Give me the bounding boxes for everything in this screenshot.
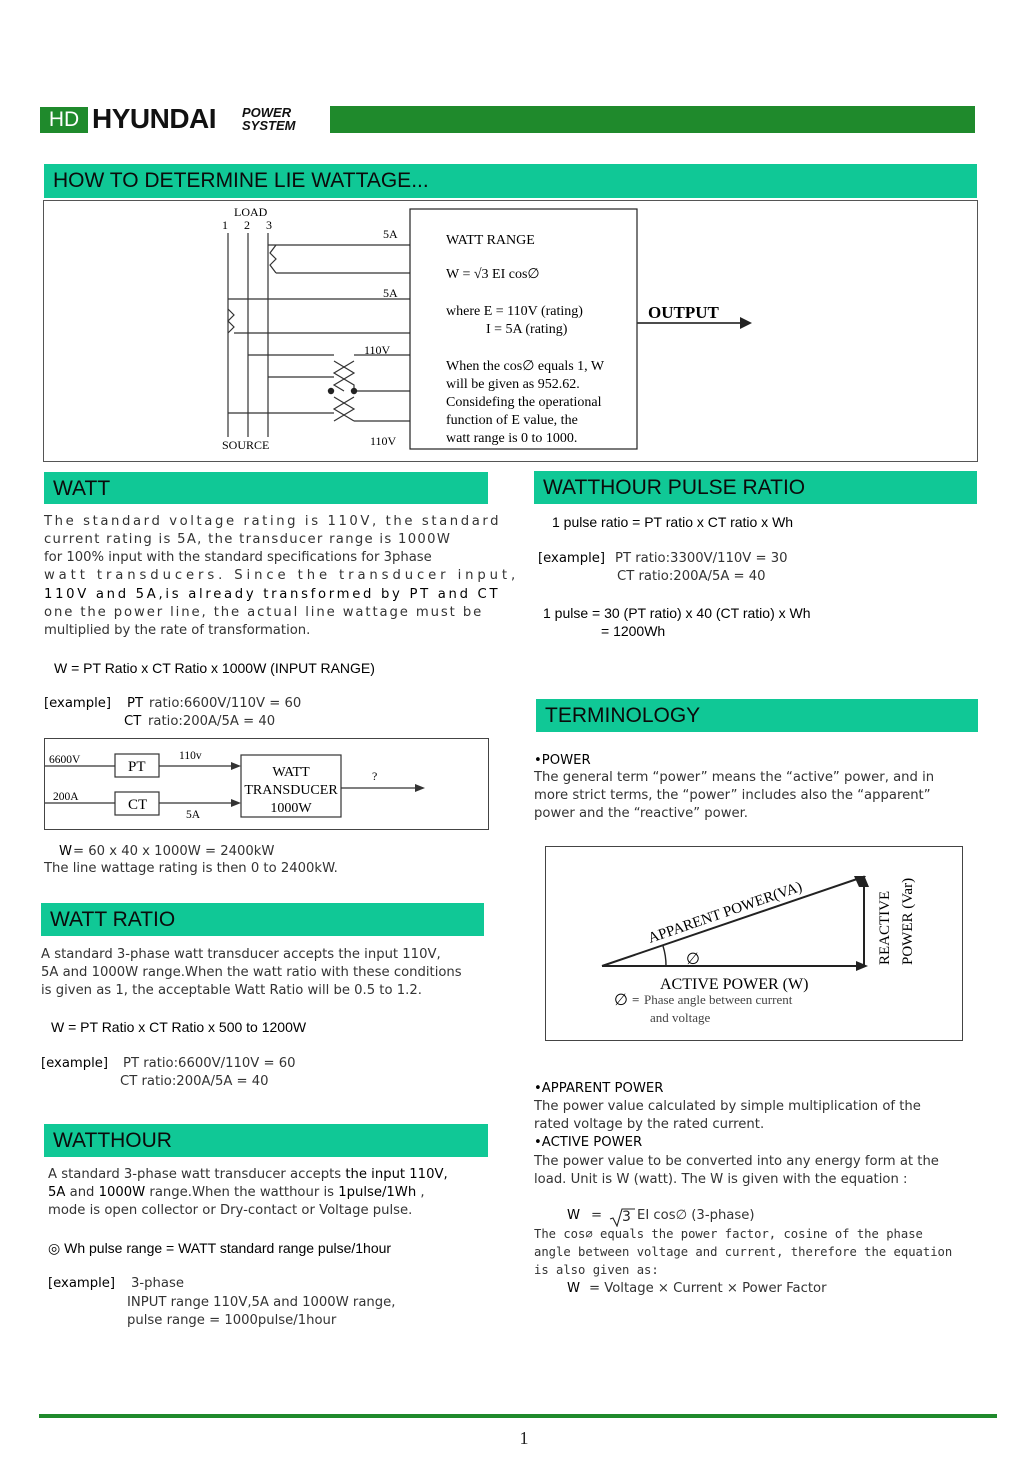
transducer-line-1: WATT xyxy=(272,765,310,780)
load-label: LOAD xyxy=(234,205,268,219)
watt-ratio-example-pt: PT ratio:6600V/110V = 60 xyxy=(123,1056,296,1071)
terminal-3: 3 xyxy=(266,218,272,232)
apparent-power-label: APPARENT POWER(VA) xyxy=(646,878,805,947)
section-title-watt-ratio: WATT RATIO xyxy=(41,903,484,936)
transducer-line-2: TRANSDUCER xyxy=(244,783,338,798)
box-line-4: I = 5A (rating) xyxy=(486,322,568,337)
transducer-diagram-frame xyxy=(44,738,489,830)
term-power-text-1: The general term “power” means the “active” power, and in xyxy=(534,770,935,785)
pulse-ratio-example-label: [example] xyxy=(538,551,606,566)
watt-para-3: for 100% input with the standard specifications for 3phase xyxy=(44,550,432,565)
footer-line xyxy=(39,1414,997,1418)
term-active-text-2: load. Unit is W (watt). The W is given with the equation : xyxy=(534,1172,908,1187)
final-formula: = Voltage × Current × Power Factor xyxy=(589,1281,827,1296)
voltage-label-2: 110V xyxy=(370,434,397,448)
watthour-line-2e: 1pulse/1Wh xyxy=(338,1185,417,1200)
output-label: OUTPUT xyxy=(648,303,719,322)
eq-w: W xyxy=(567,1208,581,1223)
box-line-1: WATT RANGE xyxy=(446,233,535,248)
box-line-9: watt range is 0 to 1000. xyxy=(446,431,578,446)
watthour-line-1 xyxy=(48,1166,448,1184)
page-number: 1 xyxy=(519,1428,529,1448)
box-line-2: W = √3 EI cos∅ xyxy=(446,267,540,282)
input-voltage-label: 6600V xyxy=(49,754,81,766)
terminal-2: 2 xyxy=(244,218,250,232)
phase-angle-symbol: ∅ xyxy=(686,951,700,968)
watt-result: = 60 x 40 x 1000W = 2400kW xyxy=(73,844,275,859)
watt-ratio-example-ct: CT ratio:200A/5A = 40 xyxy=(120,1074,269,1089)
watt-example-pt: ratio:6600V/110V = 60 xyxy=(149,696,302,711)
sqrt-operand: 3 xyxy=(622,1209,631,1225)
ct-label: CT xyxy=(128,797,148,813)
term-power-head: •POWER xyxy=(534,753,591,768)
pulse-ratio-line-3: = 1200Wh xyxy=(601,623,666,639)
watthour-line-2b: and xyxy=(65,1185,99,1200)
voltage-label-1: 110V xyxy=(364,343,391,357)
reactive-power-label-1: REACTIVE xyxy=(877,890,893,965)
term-active-text-1: The power value to be converted into any energy form at the xyxy=(534,1154,939,1169)
watt-ratio-para-3: is given as 1, the acceptable Watt Ratio will be 0.5 to 1.2. xyxy=(41,983,422,998)
transducer-diagram xyxy=(45,739,490,831)
wiring-diagram xyxy=(44,201,979,463)
watthour-line-2f: , xyxy=(416,1185,425,1200)
sqrt-symbol xyxy=(609,1207,635,1227)
cos-text-1: The cos∅ equals the power factor, cosine of the phase xyxy=(534,1227,923,1241)
watt-result-w: W xyxy=(59,844,73,859)
watthour-example-3: pulse range = 1000pulse/1hour xyxy=(127,1313,337,1328)
pulse-ratio-line-1: 1 pulse ratio = PT ratio x CT ratio x Wh xyxy=(552,514,794,530)
current-label-1: 5A xyxy=(383,227,398,241)
logo-name: HYUNDAI xyxy=(92,103,217,134)
term-apparent-text-2: rated voltage by the rated current. xyxy=(534,1117,765,1132)
final-w: W xyxy=(567,1281,581,1296)
term-apparent-head: •APPARENT POWER xyxy=(534,1081,664,1096)
watt-ratio-formula: W = PT Ratio x CT Ratio x 500 to 1200W xyxy=(51,1019,307,1035)
source-label: SOURCE xyxy=(222,438,270,452)
watt-para-4: watt transducers. Since the transducer input, xyxy=(44,568,520,583)
watthour-example-1: 3-phase xyxy=(131,1276,184,1291)
watt-result-2: The line wattage rating is then 0 to 2400kW. xyxy=(44,861,338,876)
watt-ratio-example-label: [example] xyxy=(41,1056,109,1071)
transducer-line-3: 1000W xyxy=(270,801,312,816)
watthour-line-2a: 5A xyxy=(48,1185,66,1200)
terminal-1: 1 xyxy=(222,218,228,232)
box-line-7: Considefing the operational xyxy=(446,395,602,410)
watt-para-6: one the power line, the actual line wattage must be xyxy=(44,605,484,620)
watthour-line-1b: the input 110V, xyxy=(345,1167,448,1182)
wiring-diagram-frame xyxy=(43,200,978,462)
watt-example-ct: ratio:200A/5A = 40 xyxy=(148,714,276,729)
section-title-watthour: WATTHOUR xyxy=(44,1124,488,1157)
watt-para-5: 110V and 5A,is already transformed by PT and CT xyxy=(44,587,501,602)
watt-example-ct-key: CT xyxy=(124,714,142,729)
eq-rest: EI cos∅ (3-phase) xyxy=(637,1208,755,1223)
eq-equals: = xyxy=(591,1208,603,1223)
term-power-text-2: more strict terms, the “power” includes also the “apparent” xyxy=(534,788,931,803)
watthour-line-2c: 1000W xyxy=(98,1185,146,1200)
logo-badge: HD xyxy=(40,107,88,133)
pulse-ratio-example-ct: CT ratio:200A/5A = 40 xyxy=(617,569,766,584)
term-apparent-text-1: The power value calculated by simple multiplication of the xyxy=(534,1099,921,1114)
box-line-5: When the cos∅ equals 1, W xyxy=(446,359,605,374)
pulse-ratio-example-pt: PT ratio:3300V/110V = 30 xyxy=(615,551,788,566)
active-power-label: ACTIVE POWER (W) xyxy=(660,976,809,993)
unknown-output: ? xyxy=(372,769,378,783)
header-green-bar xyxy=(330,106,975,133)
watthour-line-2d: range.When the watthour is xyxy=(145,1185,339,1200)
watthour-formula: ◎ Wh pulse range = WATT standard range pulse/1hour xyxy=(48,1240,392,1256)
watt-example-label: [example] xyxy=(44,696,112,711)
watt-example-pt-key: PT xyxy=(127,696,144,711)
legend-phi: ∅ xyxy=(614,992,628,1009)
watthour-line-3: mode is open collector or Dry-contact or Voltage pulse. xyxy=(48,1203,413,1218)
power-triangle-frame xyxy=(545,846,963,1041)
section-title-pulse-ratio: WATTHOUR PULSE RATIO xyxy=(534,471,977,504)
watthour-example-label: [example] xyxy=(48,1276,116,1291)
watt-formula: W = PT Ratio x CT Ratio x 1000W (INPUT RANGE) xyxy=(54,660,375,676)
section-title-watt: WATT xyxy=(44,472,488,504)
output-voltage-label: 110v xyxy=(179,750,202,762)
pt-label: PT xyxy=(128,759,146,775)
input-current-label: 200A xyxy=(53,791,79,803)
watthour-line-1a: A standard 3-phase watt transducer accepts xyxy=(48,1167,346,1182)
power-triangle xyxy=(546,847,964,1042)
watt-ratio-para-1: A standard 3-phase watt transducer accepts the input 110V, xyxy=(41,947,441,962)
legend-text-1: Phase angle between current xyxy=(644,992,793,1007)
watthour-line-2 xyxy=(48,1184,425,1202)
box-line-3: where E = 110V (rating) xyxy=(446,304,583,319)
logo-sub-power: POWER xyxy=(242,105,292,120)
section-title-how-to: HOW TO DETERMINE LIE WATTAGE... xyxy=(44,164,977,198)
header xyxy=(40,103,975,134)
reactive-power-label-2: POWER (Var) xyxy=(900,877,916,965)
legend-text-2: and voltage xyxy=(650,1010,711,1025)
term-power-text-3: power and the “reactive” power. xyxy=(534,806,748,821)
watt-para-2: current rating is 5A, the transducer range is 1000W xyxy=(44,532,452,547)
box-line-6: will be given as 952.62. xyxy=(446,377,580,392)
watt-para-7: multiplied by the rate of transformation. xyxy=(44,623,311,638)
watthour-example-2: INPUT range 110V,5A and 1000W range, xyxy=(127,1295,396,1310)
logo-sub-system: SYSTEM xyxy=(242,118,296,133)
cos-text-3: is also given as: xyxy=(534,1263,659,1277)
pulse-ratio-line-2: 1 pulse = 30 (PT ratio) x 40 (CT ratio) x Wh xyxy=(543,605,811,621)
legend-eq: = xyxy=(632,992,640,1007)
current-label-2: 5A xyxy=(383,286,398,300)
watt-ratio-para-2: 5A and 1000W range.When the watt ratio with these conditions xyxy=(41,965,462,980)
output-current-label: 5A xyxy=(186,809,201,821)
term-active-head: •ACTIVE POWER xyxy=(534,1135,643,1150)
section-title-terminology: TERMINOLOGY xyxy=(536,699,978,732)
cos-text-2: angle between voltage and current, therefore the equation xyxy=(534,1245,953,1259)
watt-para-1: The standard voltage rating is 110V, the standard xyxy=(44,514,502,529)
box-line-8: function of E value, the xyxy=(446,413,578,428)
